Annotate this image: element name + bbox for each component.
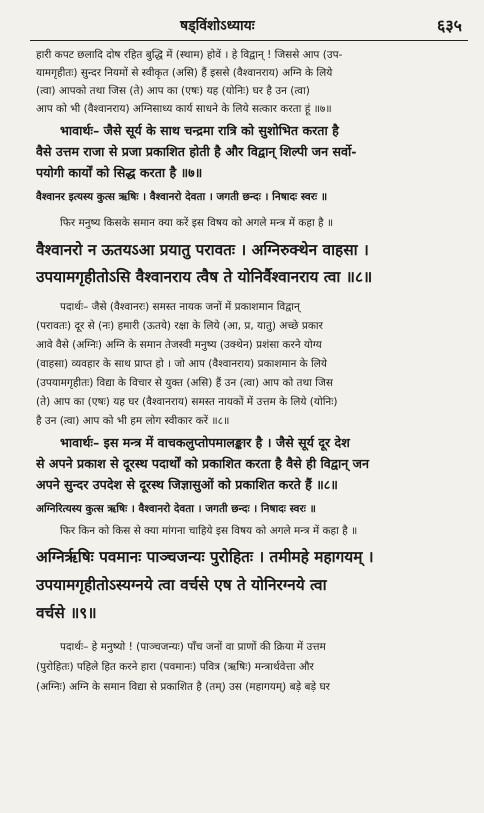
page-number: ६३५ bbox=[437, 16, 462, 35]
bhavarth-line: अपने सुन्दर उपदेश से दूरस्थ जिज्ञासुओं को प्रकाशित करते हैं ॥८॥ bbox=[36, 477, 338, 492]
bhavarth-line: पयोगी कार्यों को सिद्ध करता है ॥७॥ bbox=[36, 165, 203, 180]
mantra-line: वर्चसे ॥९॥ bbox=[36, 604, 97, 622]
text-line: (त्वा) आपको तथा जिस (ते) आप का (एषः) यह (योनिः) घर है उन (त्वा) bbox=[36, 85, 310, 97]
padarth-line: है उन (त्वा) आप को भी हम लोग स्वीकार करें ॥८॥ bbox=[36, 415, 230, 427]
mantra-line: अग्निर्ऋषिः पवमानः पाञ्चजन्यः पुरोहितः । तमीमहे महागयम् । bbox=[36, 548, 374, 566]
padarth-line: पदार्थः– हे मनुष्यो ! (पाञ्चजन्यः) पाँच जनों वा प्राणों की क्रिया में उत्तम bbox=[60, 641, 326, 653]
bhavarth-line: भावार्थः– इस मन्त्र में वाचकलुप्तोपमालङ्कार है । जैसे सूर्य दूर देश bbox=[60, 435, 350, 450]
page-header bbox=[30, 14, 470, 40]
mantra-line: उपयामगृहीतोऽसि वैश्वानराय त्वैष ते योनिर्वैश्वानराय त्वा ॥८॥ bbox=[36, 268, 373, 286]
padarth-line: (उपयामगृहीतः) विद्या के विचार से युक्त (असि) हैं उन (त्वा) आप को तथा जिस bbox=[36, 377, 333, 389]
padarth-line: (वाहसा) व्यवहार के साथ प्राप्त हो । जो आप (वैश्वानराय) प्रकाशमान के लिये bbox=[36, 358, 327, 370]
bhavarth-line: भावार्थः– जैसे सूर्य के साथ चन्द्रमा रात्रि को सुशोभित करता है bbox=[60, 123, 339, 138]
padarth-line: (अग्निः) अग्नि के समान विद्या से प्रकाशित है (तम्) उस (महागयम्) बड़े बड़े घर bbox=[36, 681, 330, 693]
chapter-title: षड्विंशोऽध्यायः bbox=[180, 18, 255, 34]
intro-line: फिर मनुष्य किसके समान क्या करें इस विषय को अगले मन्त्र में कहा है ॥ bbox=[60, 217, 334, 229]
padarth-line: आवे वैसे (अग्निः) अग्नि के समान तेजस्वी मनुष्य (उक्थेन) प्रशंसा करने योग्य bbox=[36, 339, 322, 351]
intro-line: फिर किन को किस से क्या मांगना चाहिये इस विषय को अगले मन्त्र में कहा है ॥ bbox=[60, 525, 358, 537]
header-rule bbox=[30, 40, 468, 41]
mantra-line: उपयामगृहीतोऽस्यग्नये त्वा वर्चसे एष ते योनिरग्नये त्वा bbox=[36, 576, 327, 594]
padarth-line: (ते) आप का (एषः) यह घर (वैश्वानराय) समस्त नायकों में उत्तम के लिये (योनिः) bbox=[36, 396, 338, 408]
text-line: हारी कपट छलादि दोष रहित बुद्धि में (स्थाम) होवें । हे विद्वान् ! जिससे आप (उप- bbox=[36, 49, 343, 61]
rishi-line: अग्निरित्यस्य कुत्स ऋषिः । वैश्वानरो देवता । जगती छन्दः । निषादः स्वरः ॥ bbox=[36, 503, 316, 515]
padarth-line: (पुरोहितः) पहिले हित करने हारा (पवमानः) पवित्र (ऋषिः) मन्त्रार्थवेत्ता और bbox=[36, 661, 314, 673]
padarth-line: (परावतः) दूर से (नः) हमारी (ऊतये) रक्षा के लिये (आ, प्र, यातु) अच्छे प्रकार bbox=[36, 320, 323, 332]
bhavarth-line: वैसे उत्तम राजा से प्रजा प्रकाशित होती है और विद्वान् शिल्पी जन सर्वो- bbox=[36, 144, 357, 159]
text-line: आप को भी (वैश्वानराय) अग्निसाध्य कार्य साधने के लिये सत्कार करता हूं ॥७॥ bbox=[36, 103, 332, 115]
bhavarth-line: से अपने प्रकाश से दूरस्थ पदार्थों को प्रकाशित करता है वैसे ही विद्वान् जन bbox=[36, 456, 369, 471]
rishi-line: वैश्वानर इत्यस्य कुत्स ऋषिः । वैश्वानरो देवता । जगती छन्दः । निषादः स्वरः ॥ bbox=[36, 191, 328, 203]
mantra-line: वैश्वानरो न ऊतयऽआ प्रयातु परावतः । अग्निरुक्थेन वाहसा । bbox=[36, 241, 369, 259]
padarth-line: पदार्थः– जैसे (वैश्वानरः) समस्त नायक जनों में प्रकाशमान विद्वान् bbox=[60, 301, 300, 313]
text-line: यामगृहीतः) सुन्दर नियमों से स्वीकृत (असि) हैं इससे (वैश्वानराय) अग्नि के लिये bbox=[36, 67, 333, 79]
